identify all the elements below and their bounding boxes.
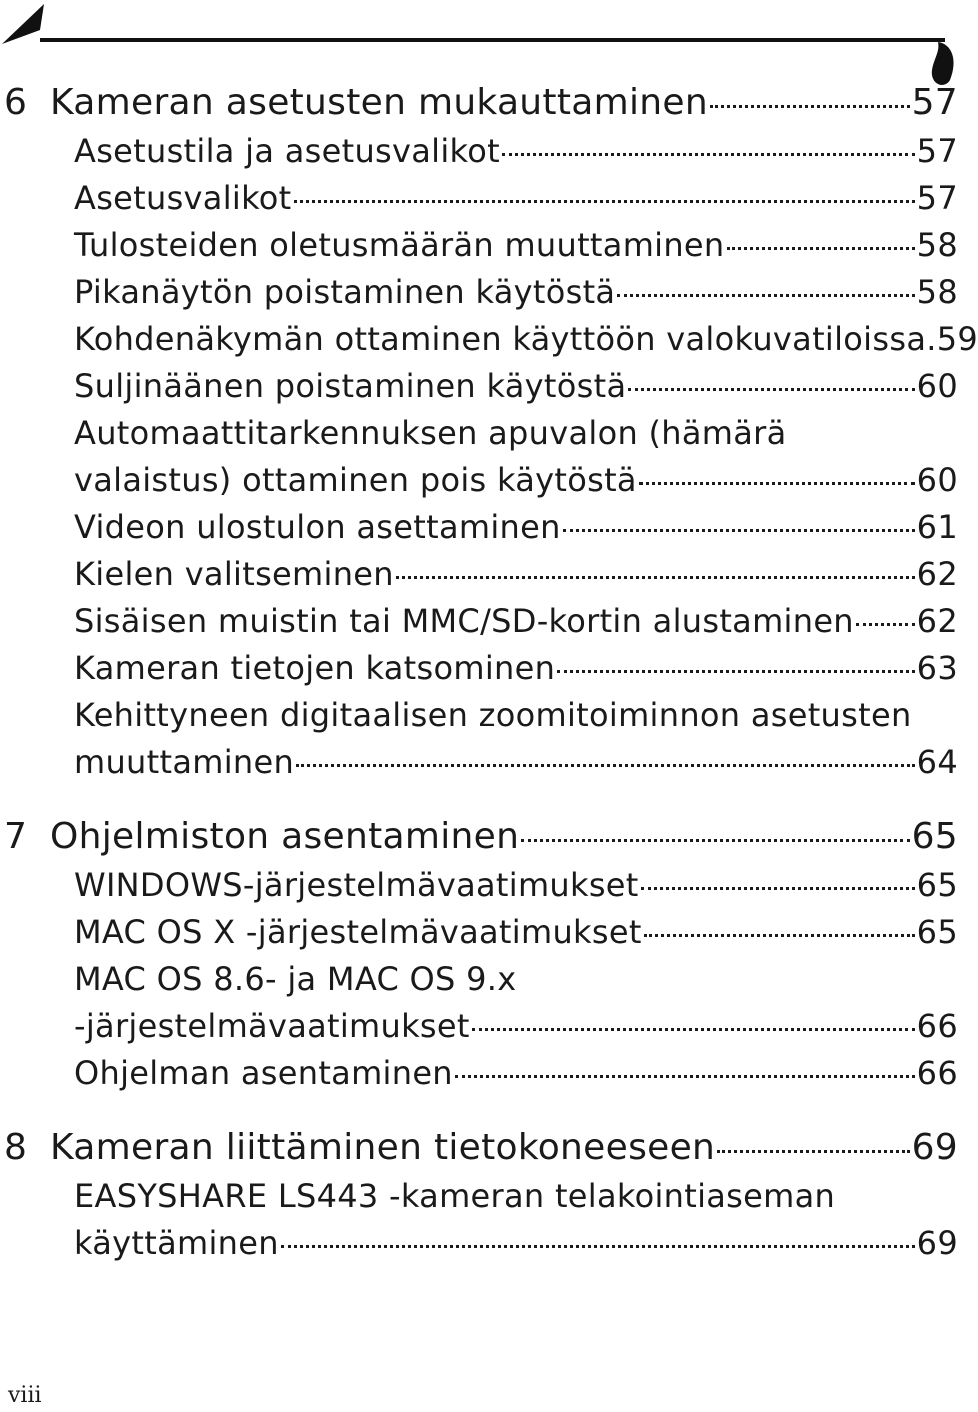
toc-entry[interactable]: WINDOWS-järjestelmävaatimukset 65 (74, 866, 958, 904)
toc-entry[interactable]: Videon ulostulon asettaminen 61 (74, 508, 958, 546)
chapter-title: Kameran asetusten mukauttaminen (50, 82, 708, 123)
toc-entry[interactable]: käyttäminen 69 (74, 1224, 958, 1262)
dot-leader (521, 839, 909, 842)
page-number: viii (8, 1383, 42, 1408)
dot-leader (717, 1150, 909, 1153)
chapter-title: Ohjelmiston asentaminen (50, 816, 520, 857)
toc-entry[interactable]: Asetustila ja asetusvalikot 57 (74, 132, 958, 170)
chapter-page: 65 (911, 816, 958, 857)
chapter-6-heading[interactable] (0, 78, 958, 128)
corner-triangle-icon (2, 4, 44, 44)
toc-entry[interactable]: Sisäisen muistin tai MMC/SD-kortin alustaminen 62 (74, 602, 958, 640)
toc-entry[interactable]: Suljinäänen poistaminen käytöstä 60 (74, 367, 958, 405)
toc-entry[interactable]: muuttaminen 64 (74, 743, 958, 781)
toc-entry[interactable]: Ohjelman asentaminen 66 (74, 1054, 958, 1092)
toc-entry[interactable]: -järjestelmävaatimukset 66 (74, 1007, 958, 1045)
chapter-page: 69 (911, 1127, 958, 1168)
header-rule (0, 0, 960, 90)
toc-entry[interactable]: Kohdenäkymän ottaminen käyttöön valokuvatiloissa. 59 (74, 320, 978, 358)
toc-entry-wrapped-line[interactable]: MAC OS 8.6- ja MAC OS 9.x (74, 960, 517, 998)
toc-entry[interactable]: MAC OS X -järjestelmävaatimukset 65 (74, 913, 958, 951)
toc-entry-wrapped-line[interactable]: EASYSHARE LS443 -kameran telakointiaseman (74, 1177, 836, 1215)
toc-entry[interactable]: Pikanäytön poistaminen käytöstä 58 (74, 273, 958, 311)
toc-entry[interactable]: valaistus) ottaminen pois käytöstä 60 (74, 461, 958, 499)
chapter-number: 8 (4, 1127, 28, 1168)
dot-leader (710, 105, 910, 108)
toc-entry[interactable]: Kameran tietojen katsominen 63 (74, 649, 958, 687)
chapter-number: 7 (4, 816, 28, 857)
toc-entry[interactable]: Kielen valitseminen 62 (74, 555, 958, 593)
toc-entry-wrapped-line[interactable]: Automaattitarkennuksen apuvalon (hämärä (74, 414, 787, 452)
chapter-8-heading[interactable] (0, 1123, 958, 1173)
toc-entry-wrapped-line[interactable]: Kehittyneen digitaalisen zoomitoiminnon asetusten (74, 696, 912, 734)
chapter-page: 57 (911, 82, 958, 123)
toc-entry[interactable]: Asetusvalikot 57 (74, 179, 958, 217)
toc-entry[interactable]: Tulosteiden oletusmäärän muuttaminen 58 (74, 226, 958, 264)
chapter-number: 6 (4, 82, 28, 123)
chapter-title: Kameran liittäminen tietokoneeseen (50, 1127, 716, 1168)
table-of-contents (0, 78, 978, 1267)
chapter-7-heading[interactable] (0, 812, 958, 862)
